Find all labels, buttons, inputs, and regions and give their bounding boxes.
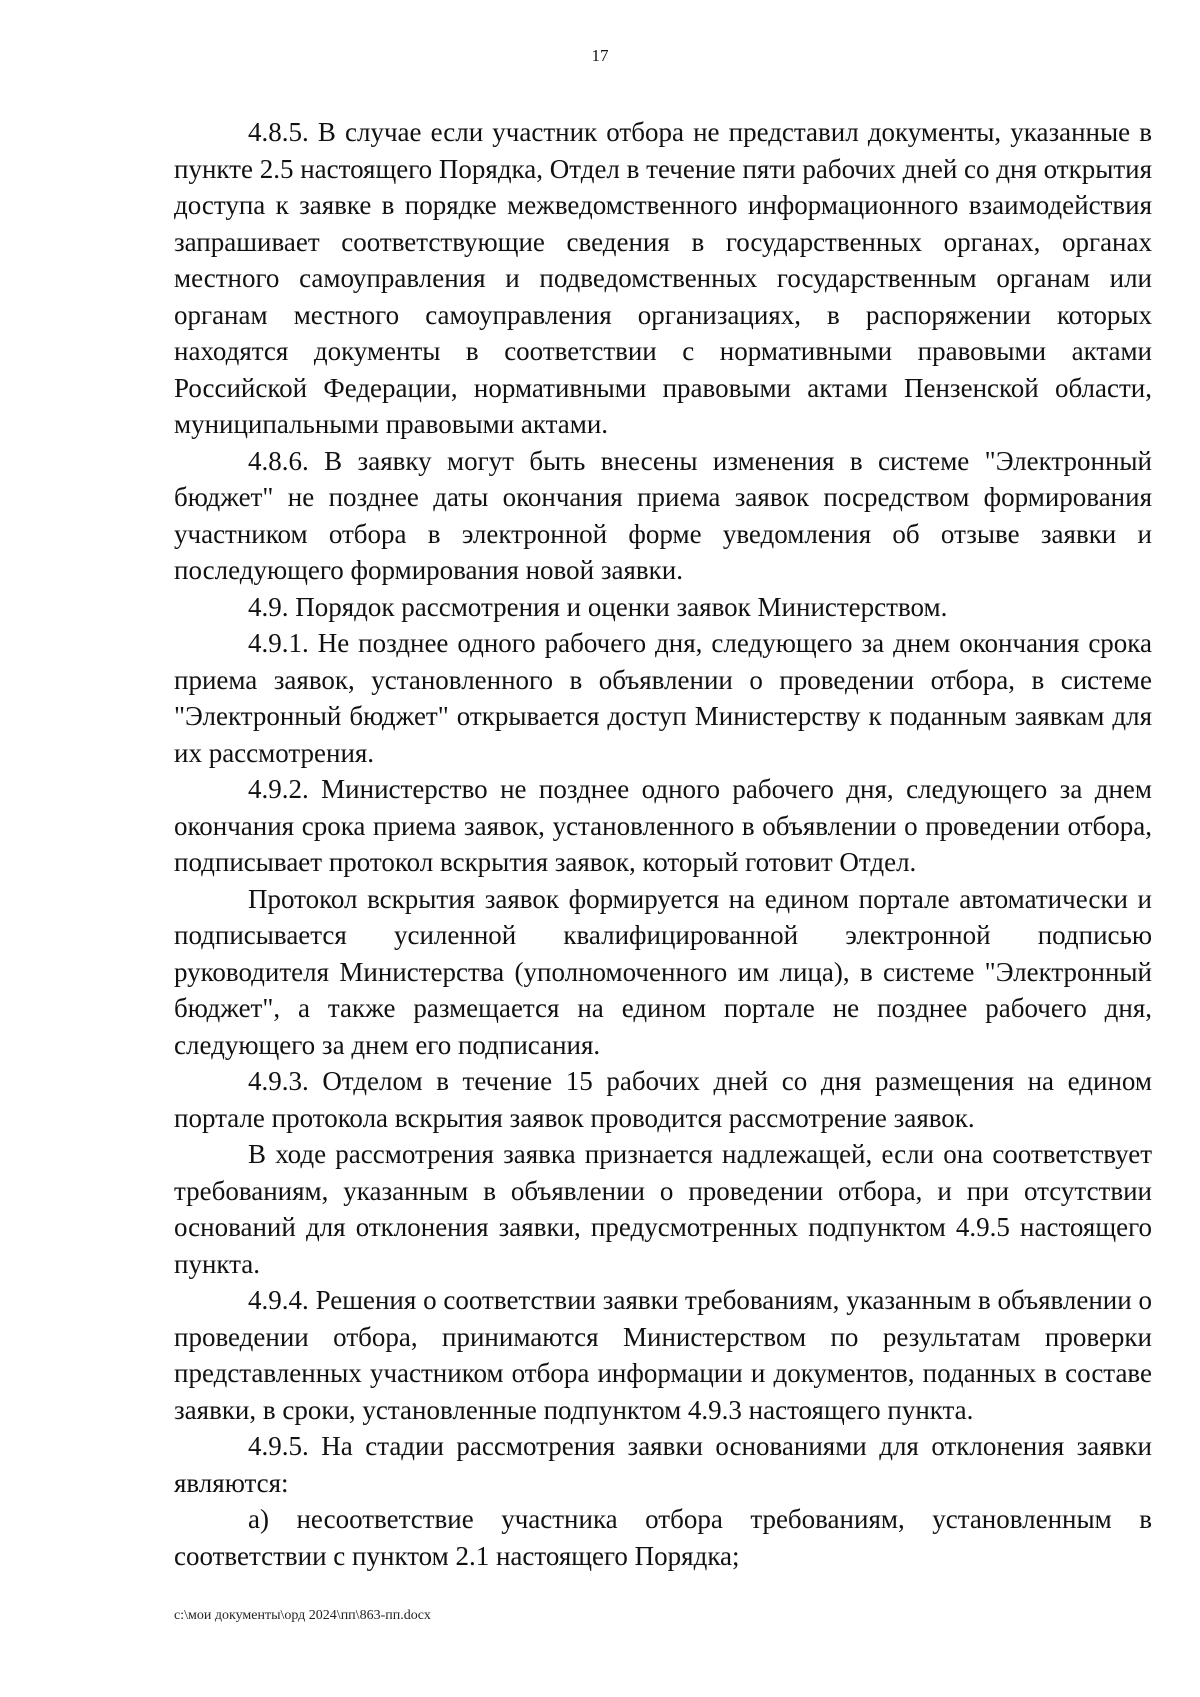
- paragraph-4-9-1: 4.9.1. Не позднее одного рабочего дня, следующего за днем окончания срока приема заявок, установленного в объявлении о проведении отбора, в системе "Электронный бюджет" открывается доступ Министерству к поданным заявкам для их рассмотрения.: [174, 628, 1152, 768]
- paragraph-4-9: 4.9. Порядок рассмотрения и оценки заявок Министерством.: [248, 591, 948, 622]
- paragraph-4-9-4: 4.9.4. Решения о соответствии заявки требованиям, указанным в объявлении о проведении отбора, принимаются Министерством по результатам проверки представленных участником отбора информации и документов, поданных в составе заявки, в сроки, установленные подпунктом 4.9.3 настоящего пункта.: [174, 1285, 1152, 1425]
- paragraph-4-9-2: 4.9.2. Министерство не позднее одного рабочего дня, следующего за днем окончания срока приема заявок, установленного в объявлении о проведении отбора, подписывает протокол вскрытия заявок, который готовит Отдел.: [174, 774, 1152, 877]
- page-number: 17: [591, 46, 609, 65]
- paragraph-4-9-3: 4.9.3. Отделом в течение 15 рабочих дней со дня размещения на едином портале протокола вскрытия заявок проводится рассмотрение заявок.: [174, 1066, 1152, 1133]
- paragraph-review: В ходе рассмотрения заявка признается надлежащей, если она соответствует требованиям, указанным в объявлении о проведении отбора, и при отсутствии оснований для отклонения заявки, предусмотренных подпунктом 4.9.5 настоящего пункта.: [174, 1139, 1152, 1279]
- paragraph-4-9-5: 4.9.5. На стадии рассмотрения заявки основаниями для отклонения заявки являются:: [174, 1431, 1152, 1498]
- paragraph-4-8-6: 4.8.6. В заявку могут быть внесены изменения в системе "Электронный бюджет" не позднее даты окончания приема заявок посредством формирования участником отбора в электронной форме уведомления об отзыве заявки и последующего формирования новой заявки.: [174, 445, 1152, 585]
- paragraph-4-8-5: 4.8.5. В случае если участник отбора не представил документы, указанные в пункте 2.5 настоящего Порядка, Отдел в течение пяти рабочих дней со дня открытия доступа к заявке в порядке межведомственного информационного взаимодействия запрашивает соответствующие сведения в государственных органах, органах местного самоуправления и подведомственных государственным органам или органам местного самоуправления организациях, в распоряжении которых находятся документы в соответствии с нормативными правовыми актами Российской Федерации, нормативными правовыми актами Пензенской области, муниципальными правовыми актами.: [174, 117, 1152, 439]
- paragraph-item-a: а) несоответствие участника отбора требованиям, установленным в соответствии с пунктом 2.1 настоящего Порядка;: [174, 1504, 1152, 1571]
- footer-file-path: c:\мои документы\орд 2024\пп\863-пп.docx: [174, 1608, 431, 1623]
- document-body: [174, 114, 1152, 1574]
- paragraph-protocol: Протокол вскрытия заявок формируется на едином портале автоматически и подписывается усиленной квалифицированной электронной подписью руководителя Министерства (уполномоченного им лица), в системе "Электронный бюджет", а также размещается на едином портале не позднее рабочего дня, следующего за днем его подписания.: [174, 883, 1152, 1060]
